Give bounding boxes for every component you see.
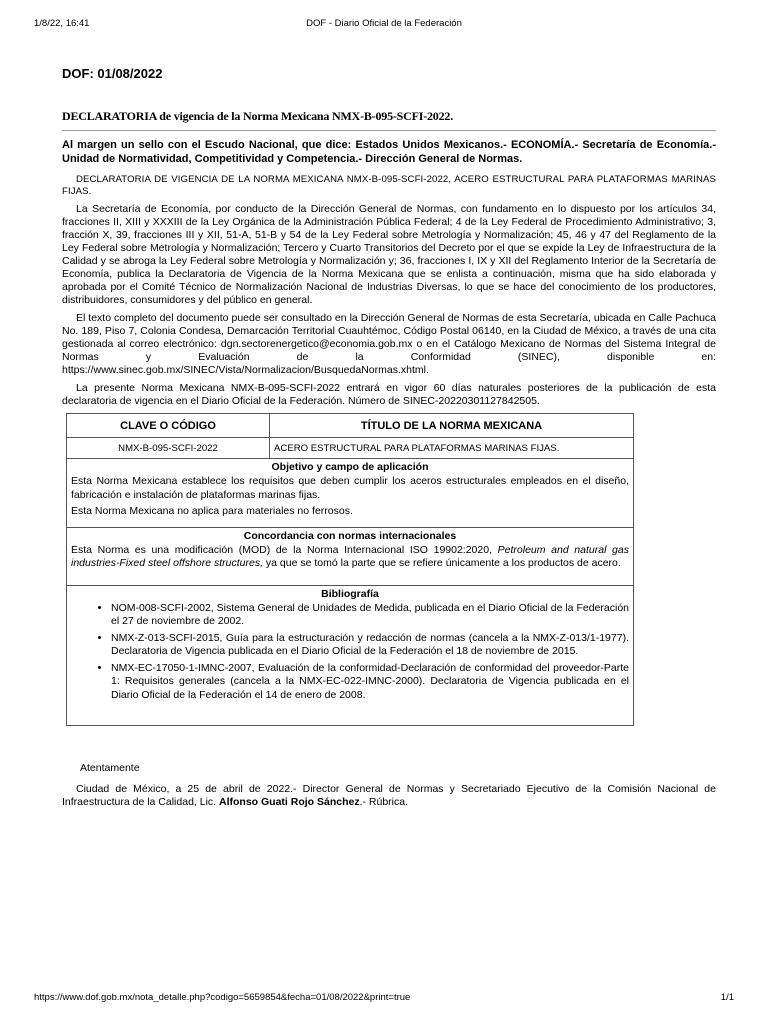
concordance-text-end: ya que se tomó la parte que se refiere únicamente a los productos de acero. [263, 557, 621, 569]
col-header-title: TÍTULO DE LA NORMA MEXICANA [270, 414, 634, 438]
paragraph-consultation: El texto completo del documento puede ser consultado en la Dirección General de Normas de esta Secretaría, ubicada en Calle Pachuca No. 189, Piso 7, Colonia Condesa, Demarcación Territorial Cuauhtémoc, Código Postal 06140, en la Ciudad de México, a través de una cita gestionada al correo electrónico: dgn.sectorenergetico@economia.gob.mx o en el Catálogo Mexicano de Normas del Sistema Integral de Normas y Evaluación de la Conformidad (SINEC), disponible en: https://www.sinec.gob.mx/SINEC/Vista/Normalizacion/BusquedaNormas.xhtml. [62, 312, 716, 376]
norm-code-cell: NMX-B-095-SCFI-2022 [67, 438, 270, 459]
bibliography-heading: Bibliografía [321, 587, 379, 600]
print-page-title: DOF - Diario Oficial de la Federación [306, 18, 462, 29]
concordance-heading: Concordancia con normas internacionales [243, 529, 457, 542]
dof-date: DOF: 01/08/2022 [62, 66, 163, 81]
objective-text: Esta Norma Mexicana establece los requisitos que deben cumplir los aceros estructurales empleados en el diseño, fabricación e instalación de plataformas marinas fijas. [71, 475, 629, 501]
signature-text: Ciudad de México, a 25 de abril de 2022.- Director General de Normas y Secretariado Ejecutivo de la Comisión Nacional de Infraestructura de la Calidad, Lic. [62, 783, 716, 808]
document-body [62, 66, 716, 809]
signature-paragraph [62, 783, 716, 809]
paragraph-effective-date: La presente Norma Mexicana NMX-B-095-SCFI-2022 entrará en vigor 60 días naturales posteriores de la publicación de esta declaratoria de vigencia en el Diario Oficial de la Federación. Número de SINEC-20220301127842505. [62, 382, 716, 407]
title-divider [62, 130, 716, 131]
closing-salutation: Atentamente [80, 762, 140, 774]
norm-title-cell: ACERO ESTRUCTURAL PARA PLATAFORMAS MARINAS FIJAS. [270, 438, 634, 459]
print-url: https://www.dof.gob.mx/nota_detalle.php?codigo=5659854&fecha=01/08/2022&print=true [34, 992, 411, 1003]
col-header-code: CLAVE O CÓDIGO [67, 414, 270, 438]
objective-heading: Objetivo y campo de aplicación [271, 461, 429, 473]
margin-note: Al margen un sello con el Escudo Nacional, que dice: Estados Unidos Mexicanos.- ECONOMÍA.- Secretaría de Economía.- Unidad de Normatividad, Competitividad y Competencia.- Dirección General de Normas. [62, 139, 716, 165]
caps-title: DECLARATORIA DE VIGENCIA DE LA NORMA MEXICANA NMX-B-095-SCFI-2022, ACERO ESTRUCTURAL PARA PLATAFORMAS MARINAS FIJAS. [62, 174, 716, 197]
signatory-name: Alfonso Guati Rojo Sánchez [219, 796, 360, 808]
bibliography-item: • NMX-Z-013-SCFI-2015, Guía para la estructuración y redacción de normas (cancela a la NMX-Z-013/1-1977). Declaratoria de Vigencia publicada en el Diario Oficial de la Federación el 18 de noviembre de 2015. [111, 632, 629, 659]
norm-table [66, 413, 634, 726]
signature-suffix: .- Rúbrica. [359, 796, 409, 808]
declaration-title: DECLARATORIA de vigencia de la Norma Mexicana NMX-B-095-SCFI-2022. [62, 109, 453, 123]
bibliography-section [67, 585, 634, 726]
bibliography-item: • NOM-008-SCFI-2002, Sistema General de Unidades de Medida, publicada en el Diario Oficial de la Federación el 27 de noviembre de 2002. [111, 602, 629, 629]
bibliography-item: • NMX-EC-17050-1-IMNC-2007, Evaluación de la conformidad-Declaración de conformidad del proveedor-Parte 1: Requisitos generales (cancela a la NMX-EC-022-IMNC-2000). Declaratoria de Vigencia publicada en el Diario Oficial de la Federación el 14 de enero de 2008. [111, 662, 629, 703]
bibliography-list [71, 602, 629, 703]
page-number: 1/1 [720, 992, 734, 1003]
concordance-text-start: Esta Norma es una modificación (MOD) de la Norma Internacional ISO 19902:2020, [71, 543, 498, 556]
print-timestamp: 1/8/22, 16:41 [34, 18, 90, 29]
iso-title-italic: Petroleum and natural gas industries-Fixed steel offshore structures, [71, 543, 629, 569]
concordance-section [67, 527, 634, 585]
objective-section [67, 459, 634, 528]
concordance-text [71, 544, 629, 571]
objective-exclusion-text: Esta Norma Mexicana no aplica para materiales no ferrosos. [71, 505, 353, 517]
paragraph-legal-basis: La Secretaría de Economía, por conducto de la Dirección General de Normas, con fundamento en lo dispuesto por los artículos 34, fracciones II, XIII y XXXIII de la Ley Orgánica de la Administración Pública Federal; 4 de la Ley Federal de Procedimiento Administrativo; 3, fracción X, 39, fracciones III y XII, 51-A, 51-B y 54 de la Ley Federal sobre Metrología y Normalización; 45, 46 y 47 del Reglamento de la Ley Federal sobre Metrología y Normalización; Tercero y Cuarto Transitorios del Decreto por el que se expide la Ley de Infraestructura de la Calidad y se abroga la Ley Federal sobre Metrología y Normalización y; 36, fracciones I, IX y XII del Reglamento Interior de la Secretaría de Economía, publica la Declaratoria de Vigencia de la Norma Mexicana que se enlista a continuación, misma que ha sido elaborada y aprobada por el Comité Técnico de Normalización Nacional de Industrias Diversas, lo que se hace del conocimiento de los productores, distribuidores, consumidores y del público en general. [62, 203, 716, 306]
